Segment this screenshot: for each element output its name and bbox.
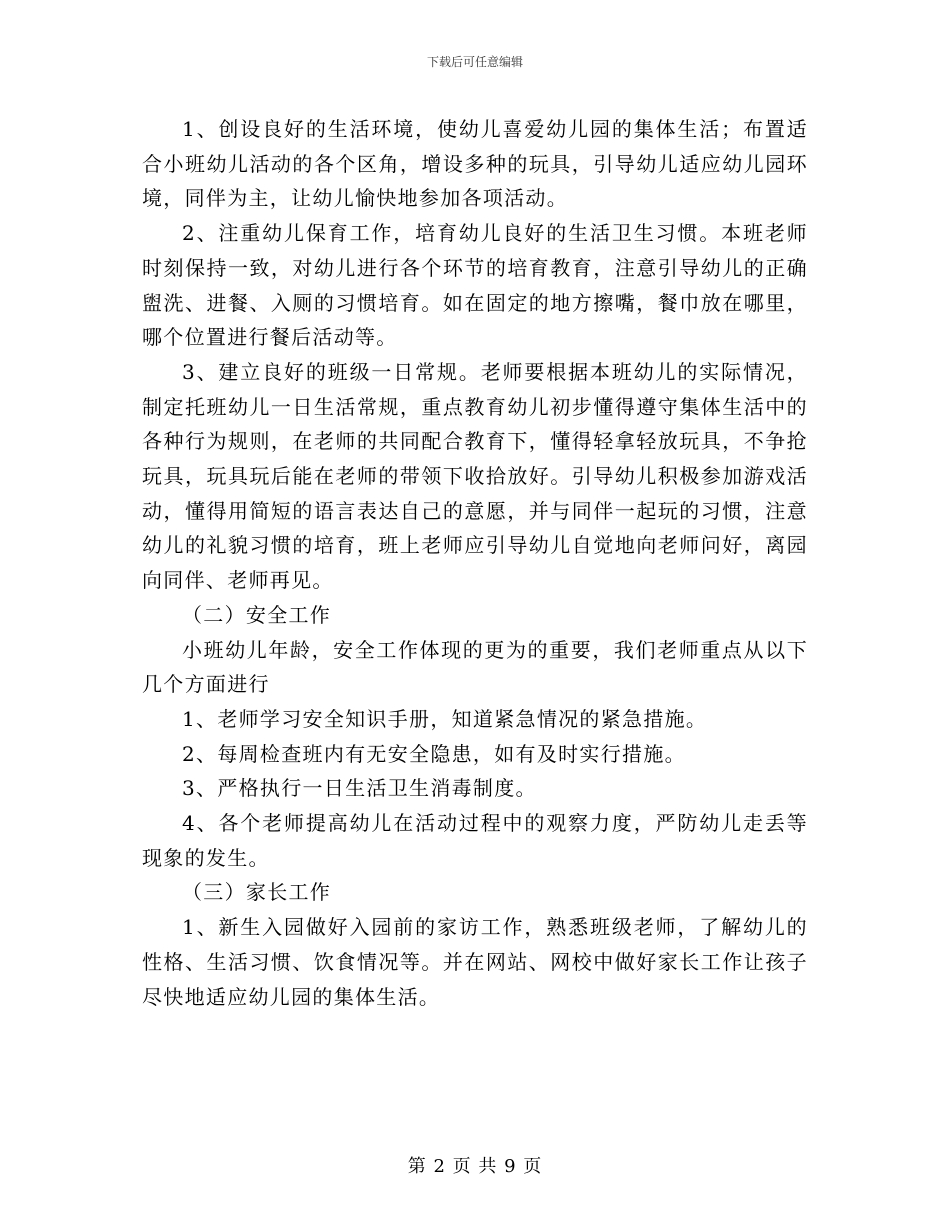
paragraph-childcare: 2、注重幼儿保育工作，培育幼儿良好的生活卫生习惯。本班老师时刻保持一致，对幼儿进行各个环节的培育教育，注意引导幼儿的正确盥洗、进餐、入厕的习惯培育。如在固定的地方擦嘴，餐巾放在哪里，哪个位置进行餐后活动等。 — [142, 221, 808, 350]
paragraph-daily-routine: 3、建立良好的班级一日常规。老师要根据本班幼儿的实际情况，制定托班幼儿一日生活常规，重点教育幼儿初步懂得遵守集体生活中的各种行为规则，在老师的共同配合教育下，懂得轻拿轻放玩具，不争抢玩具，玩具玩后能在老师的带领下收拾放好。引导幼儿积极参加游戏活动，懂得用简短的语言表达自己的意愿，并与同伴一起玩的习惯，注意幼儿的礼貌习惯的培育，班上老师应引导幼儿自觉地向老师问好，离园向同伴、老师再见。 — [142, 359, 808, 593]
paragraph-safety-item-3: 3、严格执行一日生活卫生消毒制度。 — [182, 776, 537, 801]
header-note: 下载后可任意编辑 — [426, 55, 523, 69]
section-heading-safety: （二）安全工作 — [182, 602, 332, 627]
page-number: 第 2 页 共 9 页 — [407, 1156, 543, 1177]
paragraph-safety-item-1: 1、老师学习安全知识手册，知道紧急情况的紧急措施。 — [182, 706, 708, 731]
document-body — [142, 112, 808, 1014]
paragraph-safety-intro: 小班幼儿年龄，安全工作体现的更为的重要，我们老师重点从以下几个方面进行 — [142, 637, 808, 697]
section-heading-parents: （三）家长工作 — [182, 880, 332, 905]
paragraph-safety-item-4: 4、各个老师提高幼儿在活动过程中的观察力度，严防幼儿走丢等现象的发生。 — [142, 811, 808, 870]
paragraph-living-environment: 1、创设良好的生活环境，使幼儿喜爱幼儿园的集体生活；布置适合小班幼儿活动的各个区角，增设多种的玩具，引导幼儿适应幼儿园环境，同伴为主，让幼儿愉快地参加各项活动。 — [142, 117, 808, 211]
paragraph-safety-item-2: 2、每周检查班内有无安全隐患，如有及时实行措施。 — [182, 741, 686, 766]
paragraph-parents-item-1: 1、新生入园做好入园前的家访工作，熟悉班级老师，了解幼儿的性格、生活习惯、饮食情况等。并在网站、网校中做好家长工作让孩子尽快地适应幼儿园的集体生活。 — [142, 915, 808, 1009]
